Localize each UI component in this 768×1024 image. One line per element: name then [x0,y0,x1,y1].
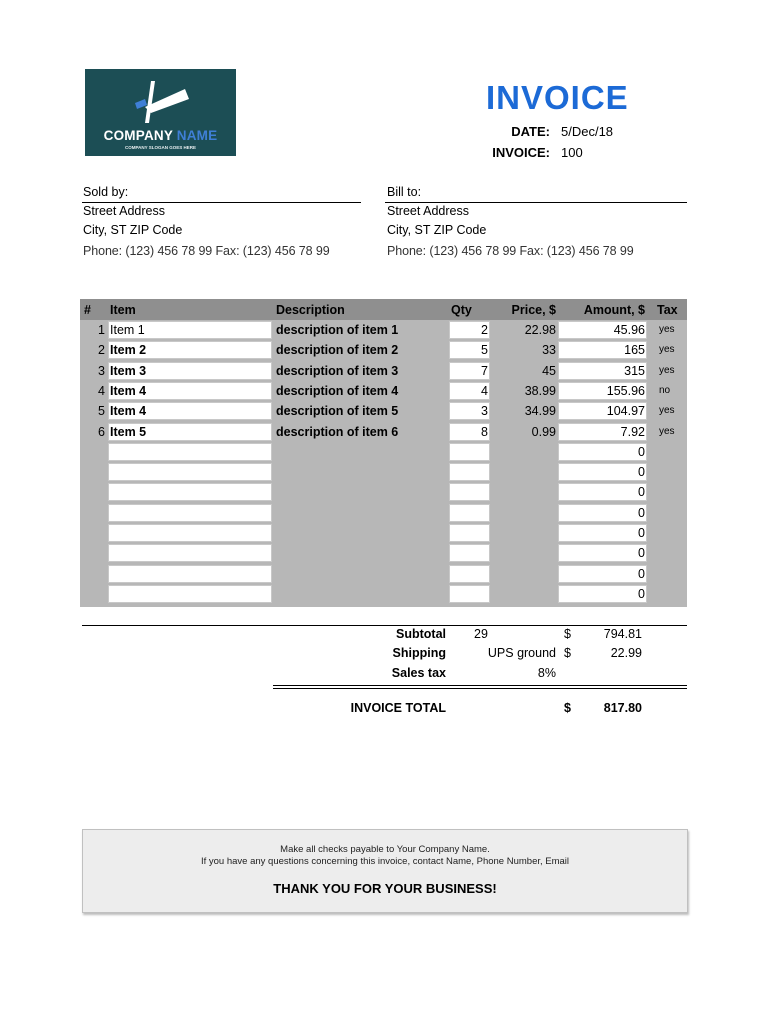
header-price: Price, $ [511,303,556,317]
qty-cell-box[interactable] [449,463,490,481]
bill-to-label: Bill to: [387,185,422,199]
row-tax: yes [659,365,675,376]
total-divider-2 [273,688,687,689]
row-price: 33 [542,343,556,357]
invoice-number-value: 100 [561,145,583,160]
row-amount: 45.96 [613,323,645,337]
row-item: Item 3 [110,364,147,378]
row-amount: 315 [624,364,645,378]
subtotal-qty: 29 [474,627,488,641]
row-item: Item 4 [110,404,147,418]
item-cell-box[interactable] [108,565,272,583]
invoice-title: INVOICE [486,79,629,116]
row-amount: 7.92 [620,425,645,439]
footer-thanks: THANK YOU FOR YOUR BUSINESS! [273,881,497,896]
item-cell-box[interactable] [108,443,272,461]
header-item: Item [110,303,136,317]
sold-by-label: Sold by: [83,185,129,199]
item-cell-box[interactable] [108,483,272,501]
row-price: 45 [542,364,556,378]
row-qty: 8 [481,425,488,439]
sales-tax-label: Sales tax [391,666,446,680]
row-amount: 0 [638,485,645,499]
row-price: 0.99 [531,425,556,439]
row-number: 2 [98,343,105,357]
subtotal-label: Subtotal [396,627,446,641]
shipping-currency: $ [564,646,571,660]
row-qty: 2 [481,323,488,337]
row-description: description of item 5 [276,404,399,418]
footer-contact-note: If you have any questions concerning this invoice, contact Name, Phone Number, Email [200,856,570,867]
item-cell-box[interactable] [108,524,272,542]
header-qty: Qty [451,303,472,317]
row-number: 3 [98,364,105,378]
shipping-label: Shipping [392,646,446,660]
date-value: 5/Dec/18 [561,124,614,139]
qty-cell-box[interactable] [449,544,490,562]
footer-box [82,829,688,913]
row-amount: 0 [638,587,645,601]
row-description: description of item 1 [276,323,399,337]
bill-to-street: Street Address [387,204,469,218]
row-qty: 7 [481,364,488,378]
row-price: 22.98 [524,323,556,337]
item-cell-box[interactable] [108,585,272,603]
row-qty: 5 [481,343,488,357]
row-price: 38.99 [524,384,556,398]
qty-cell-box[interactable] [449,565,490,583]
row-description: description of item 6 [276,425,399,439]
invoice-total-currency: $ [564,701,571,715]
total-divider-1 [273,685,687,686]
header-number: # [84,303,91,317]
row-tax: yes [659,324,675,335]
qty-cell-box[interactable] [449,585,490,603]
row-amount: 104.97 [606,404,645,418]
row-number: 4 [98,384,105,398]
row-amount: 0 [638,506,645,520]
qty-cell-box[interactable] [449,504,490,522]
row-qty: 4 [481,384,488,398]
row-amount: 0 [638,567,645,581]
header-description: Description [276,303,345,317]
sold-by-city: City, ST ZIP Code [83,223,183,237]
row-item: Item 2 [110,343,147,357]
row-item: Item 4 [110,384,147,398]
subtotal-value: 794.81 [603,627,642,641]
row-amount: 0 [638,526,645,540]
row-description: description of item 2 [276,343,399,357]
subtotal-currency: $ [564,627,571,641]
item-cell-box[interactable] [108,463,272,481]
qty-cell-box[interactable] [449,524,490,542]
totals-top-divider [82,625,687,626]
invoice-number-label: INVOICE: [492,145,550,160]
row-tax: yes [659,344,675,355]
bill-to-phone: Phone: (123) 456 78 99 Fax: (123) 456 78 99 [387,244,634,258]
row-number: 5 [98,404,105,418]
row-amount: 155.96 [606,384,645,398]
row-amount: 165 [624,343,645,357]
row-tax: yes [659,426,675,437]
company-logo [85,69,236,156]
row-item: Item 1 [110,323,145,337]
row-item: Item 5 [110,425,147,439]
invoice-total-value: 817.80 [603,701,642,715]
header-tax: Tax [657,303,678,317]
qty-cell-box[interactable] [449,443,490,461]
header-amount: Amount, $ [583,303,645,317]
bill-to-city: City, ST ZIP Code [387,223,487,237]
sold-by-phone: Phone: (123) 456 78 99 Fax: (123) 456 78 99 [83,244,330,258]
row-price: 34.99 [524,404,556,418]
row-number: 1 [98,323,105,337]
invoice-total-label: INVOICE TOTAL [350,701,446,715]
sales-tax-rate: 8% [537,666,556,680]
row-amount: 0 [638,465,645,479]
row-amount: 0 [638,445,645,459]
shipping-method: UPS ground [487,646,556,660]
footer-payable-note: Make all checks payable to Your Company Name. [280,844,490,855]
row-tax: yes [659,405,675,416]
row-number: 6 [98,425,105,439]
item-cell-box[interactable] [108,544,272,562]
item-cell-box[interactable] [108,504,272,522]
shipping-value: 22.99 [610,646,642,660]
bill-to-divider [385,202,687,203]
row-description: description of item 3 [276,364,399,378]
company-logo-name: COMPANY NAME [103,128,218,143]
qty-cell-box[interactable] [449,483,490,501]
row-description: description of item 4 [276,384,399,398]
company-logo-mark-icon [131,77,191,127]
sold-by-divider [82,202,361,203]
date-label: DATE: [511,124,550,139]
sold-by-street: Street Address [83,204,165,218]
row-qty: 3 [481,404,488,418]
row-amount: 0 [638,546,645,560]
company-logo-slogan: COMPANY SLOGAN GOES HERE [124,145,197,150]
row-tax: no [659,385,671,396]
